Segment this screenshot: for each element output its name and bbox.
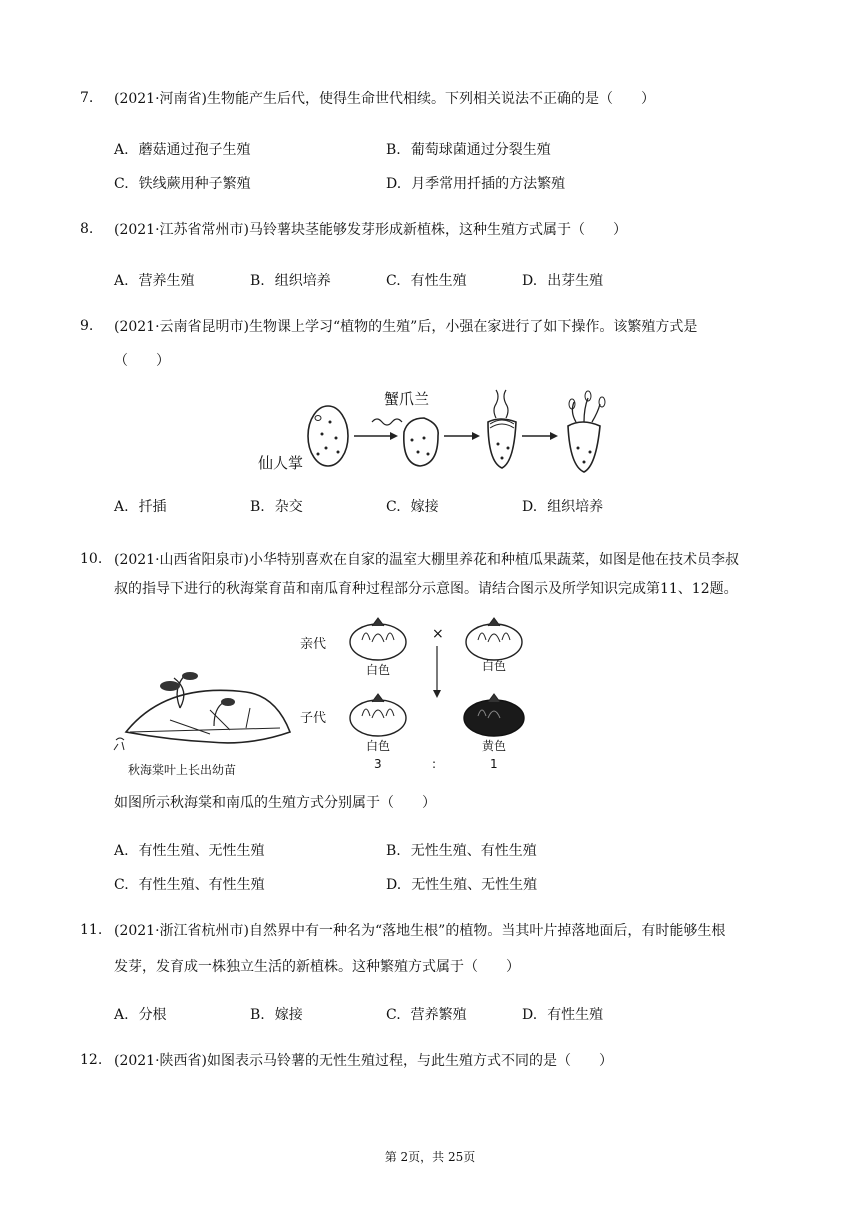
option-b[interactable] [250,496,303,516]
option-text: 有性生殖、无性生殖 [138,843,265,859]
option-text: 蘑菇通过孢子生殖 [138,142,251,158]
option-a[interactable] [114,496,167,516]
option-label: C. [386,499,401,515]
option-text: 月季常用扦插的方法繁殖 [411,176,566,192]
option-label: D. [522,1007,538,1023]
question-text-line1: (2021·云南省昆明市)生物课上学习“植物的生殖”后，小强在家进行了如下操作。该繁殖方式是 [114,319,698,335]
option-d[interactable] [386,173,565,193]
question-text: (2021·河南省)生物能产生后代，使得生命世代相续。下列相关说法不正确的是（ ） [114,91,656,107]
question-text-line2: 发芽，发育成一株独立生活的新植株。这种繁殖方式属于（ ） [114,959,520,975]
option-label: B. [386,142,401,158]
begonia-caption: 秋海棠叶上长出幼苗 [128,763,237,777]
option-text: 无性生殖、有性生殖 [410,843,537,859]
grafted-cactus-illustration [488,390,516,468]
question-text-line2: （ ） [114,353,170,369]
option-c[interactable] [114,874,265,894]
question-text: (2021·陕西省)如图表示马铃薯的无性生殖过程，与此生殖方式不同的是（ ） [114,1053,614,1069]
yellow-pumpkin-illustration [464,694,524,736]
option-a[interactable] [114,139,251,159]
option-c[interactable] [386,496,439,516]
option-text: 嫁接 [410,499,439,515]
question-text: (2021·江苏省常州市)马铃薯块茎能够发芽形成新植株，这种生殖方式属于（ ） [114,222,628,238]
option-text: 分根 [138,1007,167,1023]
ratio-right: 1 [490,757,498,771]
option-label: A. [114,142,129,158]
option-text: 扦插 [138,499,167,515]
crab-cactus-label: 蟹爪兰 [384,390,430,408]
question-number: 12. [80,1052,103,1068]
option-text: 嫁接 [274,1007,303,1023]
white-label: 白色 [482,659,507,673]
grafting-figure [250,382,630,492]
cut-cactus-illustration [404,418,438,466]
option-c[interactable] [114,173,251,193]
option-label: A. [114,273,129,289]
option-label: A. [114,843,129,859]
white-label: 白色 [366,739,391,753]
option-label: C. [114,176,129,192]
option-text: 有性生殖 [547,1007,604,1023]
question-text-line2: 叔的指导下进行的秋海棠育苗和南瓜育种过程部分示意图。请结合图示及所学知识完成第11、12题。 [114,581,738,597]
option-text: 组织培养 [274,273,331,289]
option-b[interactable] [250,1004,303,1024]
option-label: C. [386,273,401,289]
option-b[interactable] [386,139,551,159]
grown-cactus-illustration [568,391,605,472]
white-pumpkin-illustration [350,618,406,660]
option-text: 营养繁殖 [410,1007,467,1023]
option-b[interactable] [250,270,331,290]
option-label: B. [250,273,265,289]
yellow-label: 黄色 [482,739,507,753]
arrow-head [550,432,558,440]
option-text: 营养生殖 [138,273,195,289]
cactus-pad-illustration [308,406,348,466]
option-b[interactable] [386,840,537,860]
question-number: 9. [80,318,94,334]
option-label: B. [386,843,401,859]
white-pumpkin-illustration [466,618,522,660]
option-label: D. [386,176,402,192]
option-label: D. [522,499,538,515]
option-d[interactable] [522,270,603,290]
option-label: C. [386,1007,401,1023]
begonia-leaf-illustration [114,672,290,750]
option-text: 铁线蕨用种子繁殖 [138,176,251,192]
question-number: 8. [80,221,94,237]
cactus-label: 仙人掌 [258,454,304,472]
question-text-line1: (2021·浙江省杭州市)自然界中有一种名为“落地生根”的植物。当其叶片掉落地面后，有时能够生根 [114,923,726,939]
white-label: 白色 [366,663,391,677]
offspring-generation-label: 子代 [300,711,327,726]
option-label: C. [114,877,129,893]
option-label: A. [114,499,129,515]
option-label: A. [114,1007,129,1023]
option-a[interactable] [114,270,195,290]
option-label: D. [522,273,538,289]
option-label: B. [250,499,265,515]
option-d[interactable] [522,496,603,516]
option-label: B. [250,1007,265,1023]
option-text: 组织培养 [547,499,604,515]
option-text: 有性生殖 [410,273,467,289]
white-pumpkin-illustration [350,694,406,736]
option-d[interactable] [386,874,537,894]
question-number: 11. [80,922,103,938]
begonia-pumpkin-figure [110,612,540,782]
option-label: D. [386,877,402,893]
page-footer: 第 2页，共 25页 [384,1150,476,1164]
option-c[interactable] [386,270,467,290]
parent-generation-label: 亲代 [300,637,327,652]
crab-cactus-segment [372,419,402,425]
cross-symbol: × [432,626,444,642]
option-a[interactable] [114,1004,167,1024]
option-text: 出芽生殖 [547,273,604,289]
sub-question-text: 如图所示秋海棠和南瓜的生殖方式分别属于（ ） [114,795,436,811]
ratio-colon: : [432,757,437,771]
question-text-line1: (2021·山西省阳泉市)小华特别喜欢在自家的温室大棚里养花和种植瓜果蔬菜，如图是他在技术员李叔 [114,552,740,568]
option-text: 有性生殖、有性生殖 [138,877,265,893]
option-text: 葡萄球菌通过分裂生殖 [410,142,551,158]
option-a[interactable] [114,840,265,860]
option-text: 无性生殖、无性生殖 [411,877,538,893]
arrow-head [433,690,441,698]
ratio-left: 3 [374,757,382,771]
option-c[interactable] [386,1004,467,1024]
arrow-head [390,432,398,440]
question-number: 10. [80,551,103,567]
option-d[interactable] [522,1004,603,1024]
question-number: 7. [80,90,94,106]
arrow-head [472,432,480,440]
option-text: 杂交 [274,499,303,515]
